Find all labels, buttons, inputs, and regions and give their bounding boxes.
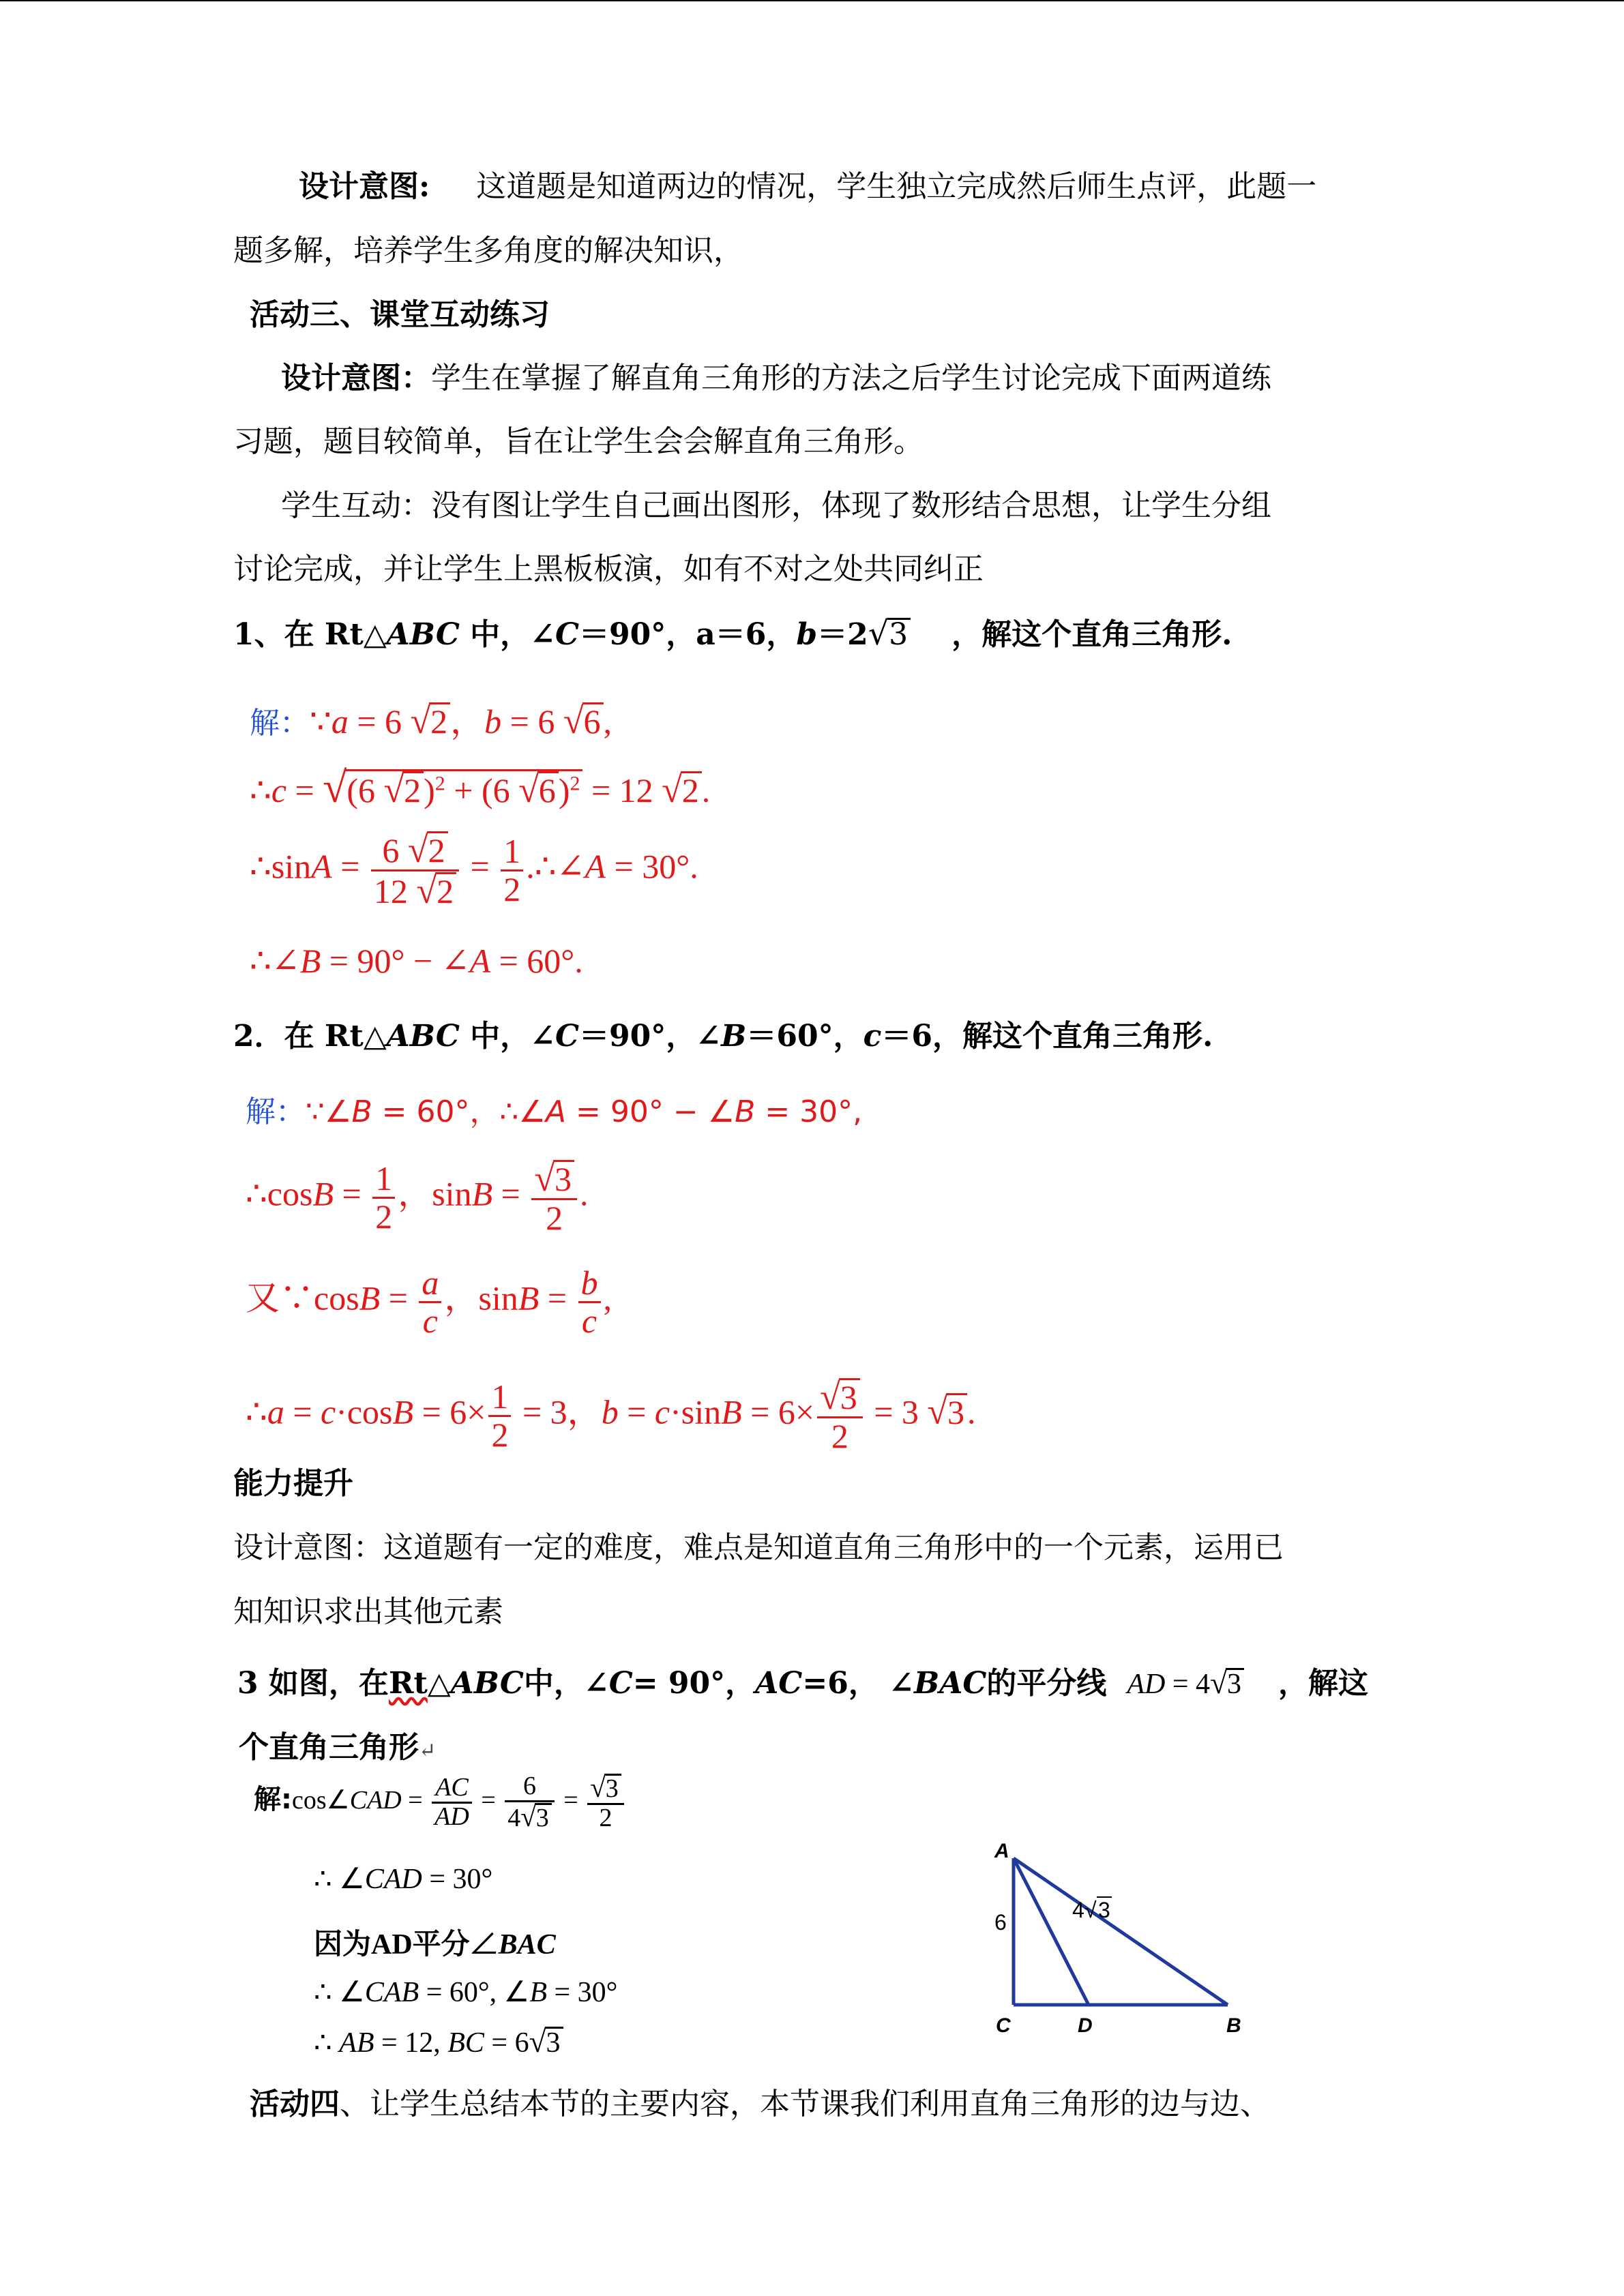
var-c: c — [654, 1392, 670, 1431]
problem3-abc: ABC — [450, 1666, 524, 1701]
eq-text: = — [492, 1174, 529, 1213]
problem1-eq2: ＝2 — [817, 617, 868, 652]
eq-text: = — [331, 847, 368, 886]
label-c: C — [996, 2014, 1011, 2037]
solution3-line1 — [254, 1773, 627, 1832]
problem1-rad: 3 — [887, 618, 911, 650]
fraction-half — [501, 833, 523, 907]
fraction — [578, 1265, 601, 1339]
text-3: = 6× — [413, 1392, 486, 1431]
because-angle: ∵∠ — [306, 1094, 352, 1129]
radical-sign: √ — [1084, 1898, 1097, 1922]
problem2-b: B — [721, 1019, 747, 1054]
label-b: B — [1226, 2014, 1241, 2037]
problem3-tri: △ — [427, 1666, 451, 1701]
end-punct: . — [967, 1392, 976, 1431]
text-2: ·cos — [336, 1392, 393, 1431]
therefore-symbol: ∴ — [250, 771, 271, 809]
radicand: 3 — [545, 2027, 563, 2057]
paren-close: ) — [558, 771, 570, 809]
solution2-line2 — [246, 1159, 588, 1236]
solution3-line5: ∴ AB = 12, BC = 6√3 — [314, 2024, 563, 2059]
radicand: 6 — [582, 702, 604, 739]
var-B: B — [518, 1279, 540, 1317]
solution2-line1 — [246, 1087, 862, 1131]
fraction — [432, 1774, 472, 1831]
problem3-cond: = 90°， — [632, 1666, 756, 1701]
design-intent-text-2: 题多解，培养学生多角度的解决知识， — [233, 233, 743, 268]
denominator: 2 — [491, 1415, 509, 1454]
problem3-bac: BAC — [914, 1666, 987, 1701]
solution3-line4 — [314, 1975, 617, 2009]
big-radical: (6 √2)$^2$ + (6 √6)$^2$ — [345, 769, 582, 808]
var-B: B — [392, 1392, 414, 1431]
solution2-jie: 解： — [246, 1094, 306, 1129]
problem2-cond2: ＝60°， — [746, 1019, 863, 1054]
eq-text: = 12 — [582, 771, 662, 809]
text-6: ·sin — [670, 1392, 722, 1431]
end-punct: . — [701, 771, 711, 809]
text-2: = 90° − ∠ — [566, 1094, 735, 1129]
eq-text: = — [539, 1279, 576, 1317]
activity3-design-text-2: 习题，题目较简单，旨在让学生会会解直角三角形。 — [233, 424, 924, 459]
denominator: c — [581, 1301, 597, 1340]
eq-text: = 90° − ∠ — [321, 942, 470, 980]
problem3-suffix: ，解这 — [1278, 1666, 1368, 1701]
design-intent-paragraph-1 — [299, 168, 1316, 206]
numerator: b — [578, 1265, 601, 1303]
sin-text: sin — [271, 847, 312, 886]
denominator: 12 — [373, 871, 417, 910]
radicand: 3 — [839, 1378, 860, 1414]
var-b: b — [484, 702, 502, 741]
denominator: 2 — [546, 1198, 563, 1237]
problem1: 1、在 Rt△ABC 中，∠C＝90°，a＝6，b＝2√3 ，解这个直角三角形. — [233, 615, 1232, 653]
ability-text-2: 知知识求出其他元素 — [233, 1594, 503, 1629]
end-punct: , — [603, 1279, 612, 1317]
radicand: 2 — [435, 872, 456, 908]
problem3-ac: AC — [755, 1666, 803, 1701]
text-7: = 6× — [741, 1392, 815, 1431]
problem3-ad: AD — [1127, 1669, 1166, 1700]
denominator: 2 — [599, 1803, 612, 1832]
activity3-heading: 活动三、课堂互动练习 — [250, 297, 550, 332]
problem1-cond: ＝90°，a＝6， — [579, 617, 797, 652]
end-text: = 60°. — [490, 942, 583, 980]
problem3-cond2: =6， ∠ — [802, 1666, 915, 1701]
solution1-line2: ∴c = √(6 √2)$^2$ + (6 √6)$^2$ = 12 √2. — [250, 763, 711, 811]
fraction: $\frac{√3}{2}$ — [817, 1377, 863, 1454]
var-cad: CAD — [349, 1786, 402, 1815]
numerator: 6 — [382, 831, 408, 869]
problem1-suffix: ，解这个直角三角形. — [951, 617, 1232, 652]
var-a: a — [331, 702, 349, 741]
therefore-angle: ∴ ∠ — [314, 1977, 365, 2008]
problem3: 3 如图，在Rt△ABC中，∠C= 90°，AC=6， ∠BAC的平分线 AD = 4√3 ，解这 — [237, 1666, 1368, 1701]
therefore-symbol: ∴ — [246, 1392, 267, 1431]
page-top-border — [0, 0, 1624, 1]
radicand: 3 — [946, 1393, 967, 1429]
numerator: 1 — [488, 1379, 511, 1417]
var-B: B — [735, 1094, 756, 1129]
fraction: $\frac{6}{4√3}$ — [505, 1773, 555, 1832]
therefore-angle: ∴∠ — [250, 942, 300, 980]
fraction — [488, 1379, 511, 1452]
end-text: = 30° — [422, 1864, 493, 1895]
solution3-jie: 解: — [254, 1784, 292, 1816]
therefore-cos: ∴cos — [246, 1174, 313, 1213]
radicand: 2 — [402, 771, 424, 807]
radicand: 6 — [537, 771, 559, 807]
eq-text: = — [286, 771, 323, 809]
you-because-cos: 又∵cos — [246, 1279, 359, 1317]
solution3-line3 — [314, 1922, 556, 1963]
radicand: 2 — [429, 702, 450, 739]
solution1-jie: 解： — [250, 706, 310, 741]
var-B: B — [721, 1392, 742, 1431]
bisect-text: 因为AD平分∠ — [314, 1929, 499, 1960]
problem1-b: b — [796, 617, 818, 652]
exponent: 2 — [434, 772, 445, 795]
problem2-mid: 中，∠ — [459, 1019, 556, 1054]
var-cad: CAD — [364, 1864, 422, 1895]
eq-text: = 6 — [501, 702, 563, 741]
return-mark: ↵ — [419, 1739, 437, 1763]
because-symbol: ∵ — [310, 702, 331, 741]
text-2: = 6 — [484, 2027, 529, 2059]
solution1-line4 — [250, 941, 583, 981]
var-B: B — [471, 1174, 493, 1213]
var-b: b — [601, 1392, 619, 1431]
denominator: 2 — [831, 1416, 848, 1455]
denominator: 2 — [503, 869, 521, 908]
problem3-line2-text: 个直角三角形 — [239, 1730, 419, 1765]
numerator: 1 — [372, 1161, 395, 1199]
solution1-line3: ∴sinA = $\frac{6 √2}{12 √2}$ = $\frac{1}{2}$ .∴∠A = 30°. — [250, 829, 698, 911]
triangle-figure — [975, 1834, 1262, 2039]
var-cab: CAB — [364, 1977, 419, 2008]
text-1: = 12, — [374, 2027, 448, 2059]
var-B: B — [351, 1094, 372, 1129]
problem1-prefix: 1、在 Rt△ — [233, 617, 387, 652]
text-3: = 30°, — [755, 1094, 863, 1129]
label-a: A — [994, 1840, 1009, 1862]
label-side-ad-rad: 3 — [1098, 1898, 1110, 1922]
problem3-rt: Rt — [388, 1666, 428, 1701]
therefore-symbol: ∴ — [314, 2027, 340, 2059]
eq-text: = — [557, 1786, 585, 1815]
radicand: 3 — [604, 1774, 621, 1802]
problem3-adeq: = 4 — [1165, 1669, 1211, 1700]
text-1: = — [284, 1392, 321, 1431]
activity4-text: 、让学生总结本节的主要内容，本节课我们利用直角三角形的边与边、 — [340, 2087, 1270, 2121]
problem2-abc: ABC — [386, 1019, 460, 1054]
problem3-prefix: 3 如图，在 — [237, 1666, 389, 1701]
activity3-interact-text-1: 学生互动：没有图让学生自己画出图形，体现了数形结合思想，让学生分组 — [281, 488, 1271, 523]
problem3-c: C — [608, 1666, 633, 1701]
design-intent-label: 设计意图: — [299, 169, 430, 204]
fraction: $\frac{√3}{2}$ — [587, 1773, 624, 1832]
numerator: AC — [432, 1774, 472, 1804]
eq-text: = — [401, 1786, 430, 1815]
var-b: B — [529, 1977, 547, 2008]
side-ab — [1014, 1858, 1228, 2005]
ability-heading: 能力提升 — [233, 1466, 353, 1501]
activity3-interact-text-2: 讨论完成，并让学生上黑板板演，如有不对之处共同纠正 — [233, 552, 984, 586]
problem1-abc: ABC — [386, 617, 460, 652]
activity3-design-label: 设计意图： — [281, 361, 431, 396]
eq-text: = 6 — [348, 702, 411, 741]
exponent: 2 — [570, 772, 580, 795]
sin-text: ，sin — [444, 1279, 518, 1317]
var-ab: AB — [339, 2027, 374, 2059]
eq-text: = — [474, 1786, 503, 1815]
comma: ， — [450, 702, 485, 741]
var-A: A — [311, 847, 332, 886]
label-side-ad: 4 — [1072, 1898, 1084, 1922]
numerator: a — [419, 1265, 441, 1303]
fraction — [419, 1265, 441, 1339]
problem2 — [233, 1017, 1213, 1056]
var-A: A — [545, 1094, 567, 1129]
numerator: 6 — [505, 1773, 555, 1802]
var-bac: BAC — [498, 1929, 556, 1960]
fraction: $\frac{6 √2}{12 √2}$ — [371, 831, 459, 910]
var-B: B — [359, 1279, 381, 1317]
problem3-line2 — [239, 1729, 436, 1770]
var-c: c — [271, 771, 287, 809]
denominator: 4 — [507, 1803, 521, 1832]
eq-text: = — [334, 1174, 370, 1213]
paren-close: ) — [424, 771, 435, 809]
text-2: = 30° — [547, 1977, 618, 2008]
problem2-prefix: 2．在 Rt△ — [233, 1019, 387, 1054]
radicand: 3 — [535, 1803, 552, 1831]
problem2-suffix: ＝6，解这个直角三角形. — [881, 1019, 1213, 1054]
plus-text: + (6 — [445, 771, 519, 809]
radicand: 2 — [427, 831, 448, 867]
radicand: 2 — [681, 771, 702, 807]
end-text: = 30°. — [606, 847, 698, 886]
cos-angle: cos∠ — [292, 1786, 350, 1815]
problem3-mid: 中，∠ — [523, 1666, 609, 1701]
fraction — [372, 1161, 395, 1234]
activity4 — [250, 2085, 1270, 2123]
label-d: D — [1078, 2014, 1093, 2037]
denominator: 2 — [375, 1197, 393, 1236]
solution2-line3 — [246, 1265, 612, 1339]
activity4-heading: 活动四 — [250, 2087, 340, 2121]
var-a: a — [267, 1392, 284, 1431]
denominator: AD — [434, 1802, 469, 1831]
var-bc: BC — [447, 2027, 484, 2059]
text-1: = 60°, ∠ — [419, 1977, 530, 2008]
var-c: c — [321, 1392, 336, 1431]
ability-text-1: 设计意图：这道题有一定的难度，难点是知道直角三角形中的一个元素，运用已 — [233, 1530, 1284, 1565]
label-side-ac: 6 — [994, 1910, 1007, 1935]
denominator: c — [422, 1301, 438, 1340]
var-B: B — [312, 1174, 334, 1213]
design-intent-text-1: 这道题是知道两边的情况，学生独立完成然后师生点评，此题一 — [476, 169, 1317, 204]
therefore-angle: ∴ ∠ — [314, 1864, 365, 1895]
bisector-ad — [1014, 1858, 1089, 2005]
text-8: = 3 — [865, 1392, 928, 1431]
eq-text: = — [380, 1279, 417, 1317]
problem1-c: C — [555, 617, 580, 652]
solution2-line4: ∴a = c·cosB = 6× $\frac{1}{2}$ = 3，b = c·sinB = 6× $\frac{√3}{2}$ = 3 √3. — [246, 1376, 976, 1455]
therefore-symbol: ∴ — [250, 847, 271, 886]
var-B: B — [299, 942, 321, 980]
text-4: = 3， — [514, 1392, 602, 1431]
therefore-angle: .∴∠ — [526, 847, 585, 886]
activity3-design-text-1: 学生在掌握了解直角三角形的方法之后学生讨论完成下面两道练 — [431, 361, 1271, 396]
var-A: A — [469, 942, 491, 980]
radicand: 3 — [553, 1160, 574, 1196]
paren-open: (6 — [346, 771, 384, 809]
problem3-cond3: 的平分线 — [986, 1666, 1107, 1701]
sin-text: ，sin — [398, 1174, 472, 1213]
var-A: A — [585, 847, 606, 886]
solution3-line2 — [314, 1862, 492, 1896]
problem2-c: C — [555, 1019, 580, 1054]
end-punct: , — [603, 702, 612, 741]
text-5: = — [618, 1392, 655, 1431]
solution1-line1: 解：∵a = 6 √2，b = 6 √6, — [250, 700, 612, 741]
end-punct: . — [579, 1174, 589, 1213]
problem2-cc: c — [863, 1019, 882, 1054]
numerator: 1 — [501, 833, 523, 871]
activity3-design-paragraph — [281, 359, 1271, 398]
problem3-rad: 3 — [1226, 1668, 1244, 1699]
problem2-cond1: ＝90°，∠ — [579, 1019, 722, 1054]
problem1-mid: 中，∠ — [459, 617, 556, 652]
text-1: = 60°，∴∠ — [372, 1094, 546, 1129]
fraction: $\frac{√3}{2}$ — [531, 1159, 577, 1236]
